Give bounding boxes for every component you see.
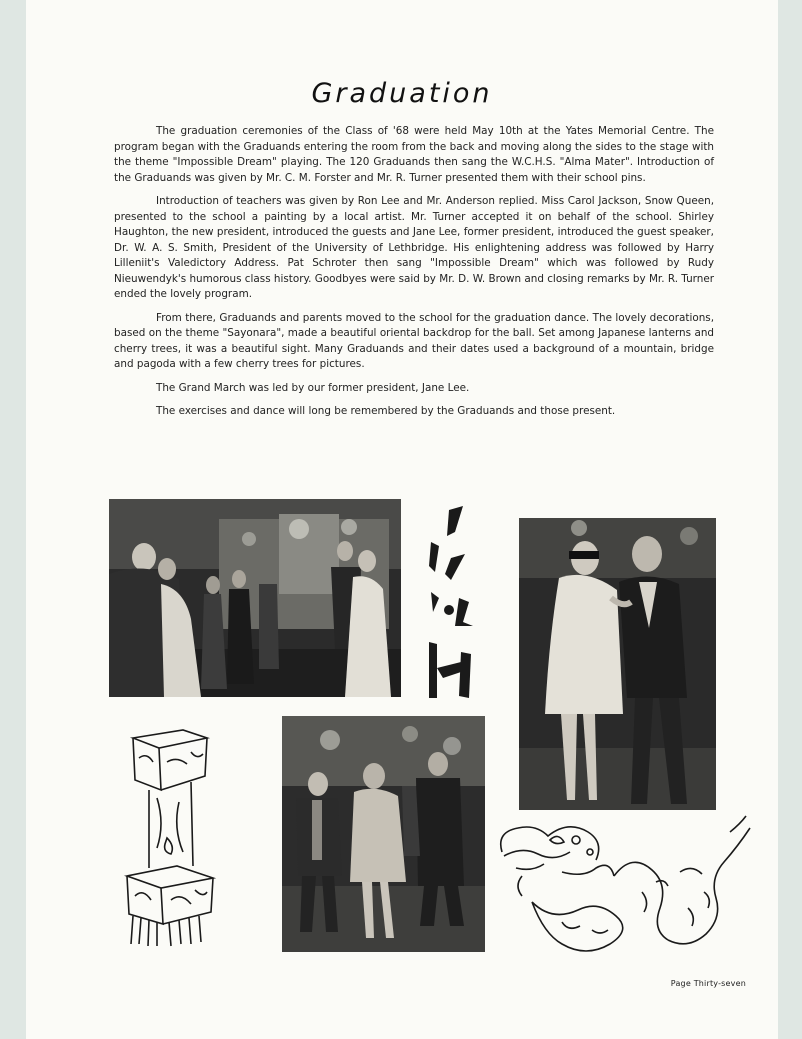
dancing-couple-photo (519, 518, 716, 810)
paragraph: From there, Graduands and parents moved to the school for the graduation dance. The lovely decorations, based on the theme "Sayonara", made a beautiful oriental backdrop for the ball. Set among Japanese lanterns and cherry trees, it was a beautiful sight. Many Graduands and their dates used a background of a mountain, bridge and pagoda with a few cherry trees for pictures. (114, 311, 714, 370)
page-title: Graduation (311, 78, 493, 109)
article-body (114, 124, 714, 428)
page-number: Page Thirty-seven (670, 979, 746, 988)
lantern-drawing (121, 728, 231, 948)
paragraph: The Grand March was led by our former president, Jane Lee. (156, 381, 470, 394)
paragraph: Introduction of teachers was given by Ron Lee and Mr. Anderson replied. Miss Carol Jackson, Snow Queen, presented to the school a painting by a local artist. Mr. Turner accepted it on behalf of the school. Shirley Haughton, the new president, introduced the guests and Jane Lee, former president, introduced the guest speaker, Dr. W. A. S. Smith, President of the University of Lethbridge. His enlightening address was followed by Harry Lilleniit's Valedictory Address. Pat Schroter then sang "Impossible Dream" which was followed by Rudy Nieuwendyk's humorous class history. Goodbyes were said by Mr. D. W. Brown and closing remarks by Mr. R. Turner ended the lovely program. (114, 195, 714, 300)
paragraph: The graduation ceremonies of the Class of '68 were held May 10th at the Yates Memorial Centre. The program began with the Graduands entering the room from the back and moving along the sides to the stage with the theme "Impossible Dream" playing. The 120 Graduands then sang the W.C.H.S. "Alma Mater". Introduction of the Graduands was given by Mr. C. M. Forster and Mr. R. Turner presented them with their school pins. (114, 125, 714, 184)
calligraphy-drawing (421, 502, 481, 702)
dancers-photo (282, 716, 485, 952)
dance-floor-photo (109, 499, 401, 697)
yearbook-page (26, 0, 778, 1039)
paragraph: The exercises and dance will long be remembered by the Graduands and those present. (156, 405, 616, 417)
dragon-drawing (492, 812, 754, 958)
